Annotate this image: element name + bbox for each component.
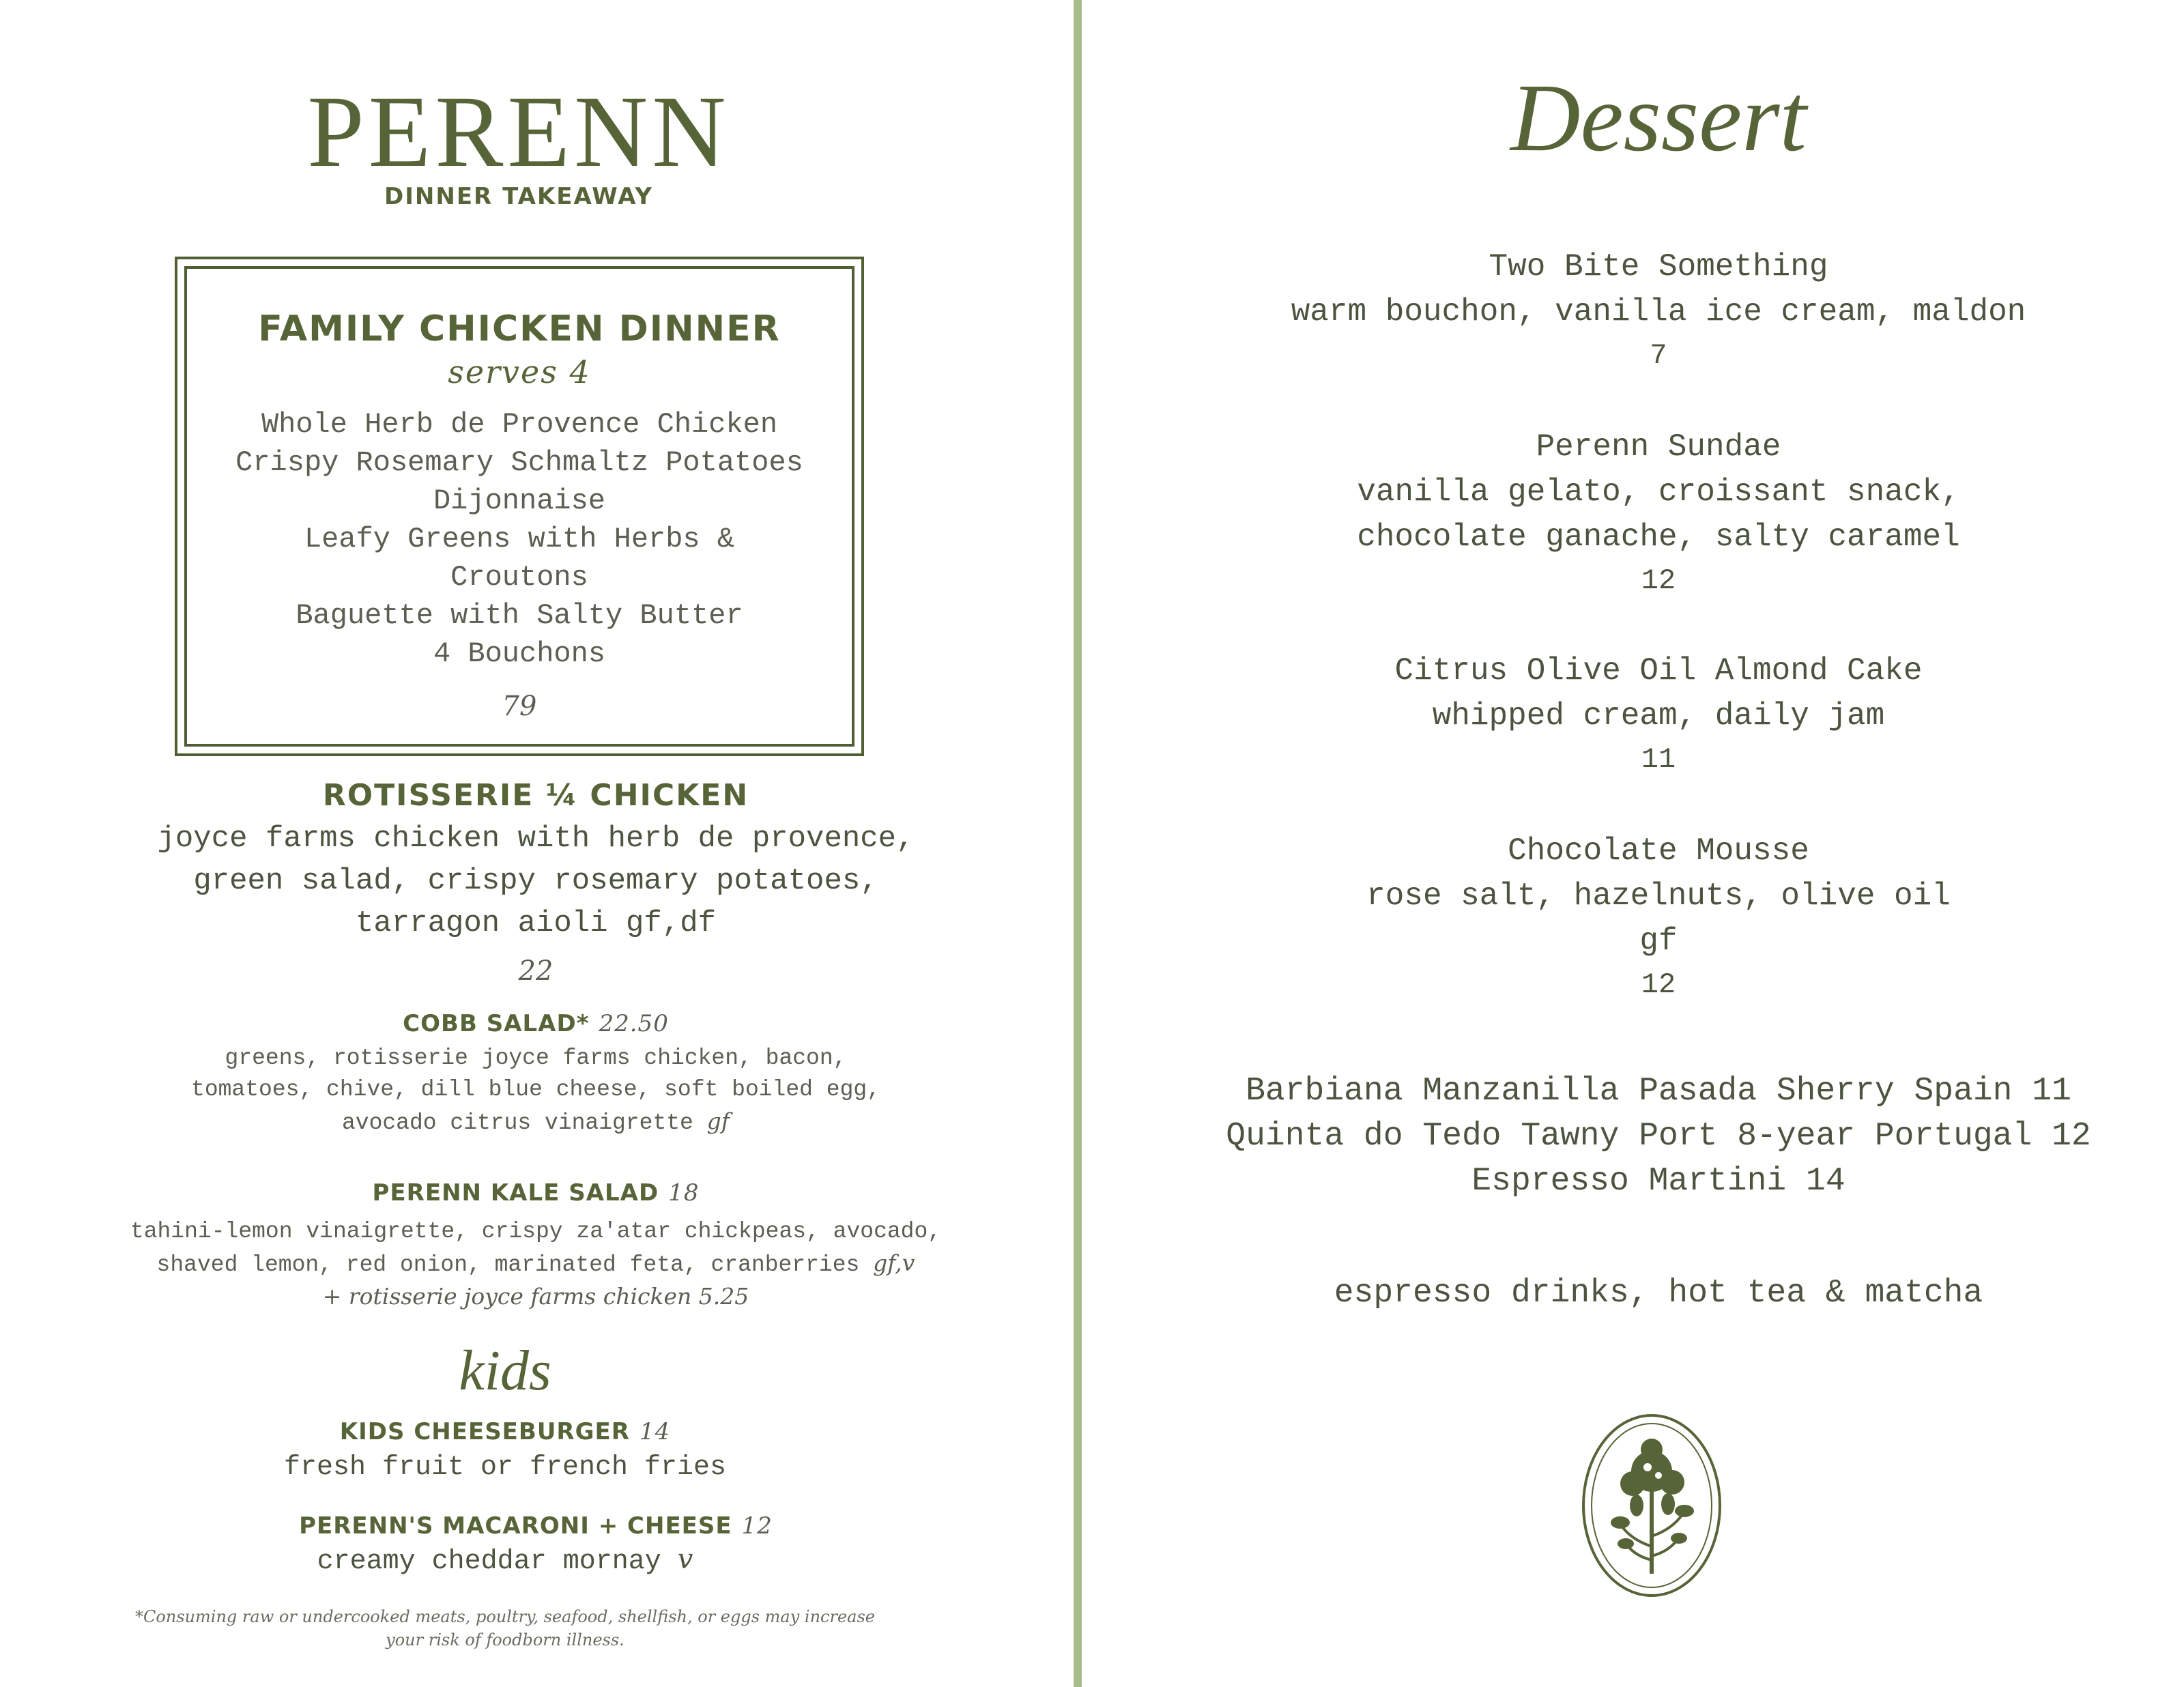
disclaimer-line: your risk of foodborn illness. — [386, 1630, 624, 1649]
panel-divider — [1074, 0, 1082, 1687]
rotisserie-title: ROTISSERIE ¼ CHICKEN — [322, 778, 749, 813]
mac-cheese-name: PERENN'S MACARONI + CHEESE — [299, 1512, 732, 1540]
rotisserie-description — [68, 818, 1003, 945]
rotisserie-line: joyce farms chicken with herb de provence, — [157, 822, 915, 856]
dessert-name: Perenn Sundae — [1536, 429, 1781, 465]
drink-item: Barbiana Manzanilla Pasada Sherry Spain 11 — [1246, 1073, 2071, 1110]
cobb-last-text: avocado citrus vinaigrette — [341, 1110, 693, 1136]
mac-cheese-desc-text: creamy cheddar mornay — [317, 1546, 661, 1577]
cobb-salad-heading — [68, 1010, 1003, 1037]
family-item: Dijonnaise — [433, 485, 606, 517]
family-dinner-price: 79 — [502, 691, 537, 722]
family-dinner-items — [175, 405, 864, 673]
food-safety-disclaimer — [68, 1605, 942, 1652]
dessert-item — [1160, 648, 2157, 781]
family-item: Croutons — [450, 561, 588, 594]
disclaimer-line: *Consuming raw or undercooked meats, poultry, seafood, shellfish, or eggs may increase — [135, 1607, 875, 1626]
dessert-desc: whipped cream, daily jam — [1432, 698, 1885, 734]
dessert-price: 7 — [1650, 339, 1667, 372]
dessert-name: Chocolate Mousse — [1508, 833, 1809, 869]
drink-item: Espresso Martini 14 — [1471, 1163, 1845, 1200]
dessert-price: 12 — [1641, 564, 1676, 597]
coffee-tea-line: espresso drinks, hot tea & matcha — [1334, 1275, 1983, 1312]
kids-cheeseburger-name: KIDS CHEESEBURGER — [339, 1418, 630, 1445]
cobb-line-last — [68, 1106, 1003, 1139]
cobb-salad-price: 22.50 — [599, 1010, 669, 1037]
dessert-name: Citrus Olive Oil Almond Cake — [1394, 653, 1923, 689]
dessert-drinks-list — [1160, 1069, 2157, 1204]
cobb-line: greens, rotisserie joyce farms chicken, bacon, — [225, 1046, 847, 1071]
rotisserie-line: green salad, crispy rosemary potatoes, — [193, 864, 878, 898]
dessert-desc: chocolate ganache, salty caramel — [1357, 519, 1960, 555]
kids-cheeseburger-description: fresh fruit or french fries — [283, 1452, 727, 1483]
mac-cheese-heading — [68, 1512, 1003, 1540]
cobb-salad-description — [68, 1043, 1003, 1139]
cobb-diet-tag: gf — [706, 1108, 730, 1134]
family-item: Baguette with Salty Butter — [296, 599, 743, 632]
kids-cheeseburger-price: 14 — [639, 1418, 671, 1445]
cobb-salad-name: COBB SALAD* — [403, 1010, 590, 1037]
cobb-line: tomatoes, chive, dill blue cheese, soft boiled egg, — [191, 1077, 880, 1102]
kale-salad-name: PERENN KALE SALAD — [372, 1179, 659, 1207]
dessert-desc: vanilla gelato, croissant snack, — [1357, 474, 1960, 510]
kale-salad-heading — [68, 1179, 1003, 1207]
mac-cheese-price: 12 — [741, 1512, 773, 1540]
drink-item: Quinta do Tedo Tawny Port 8-year Portugal 12 — [1226, 1118, 2091, 1155]
kale-diet-tag: gf,v — [873, 1250, 915, 1276]
dessert-item — [1160, 828, 2157, 1006]
kale-salad-price: 18 — [668, 1179, 700, 1207]
family-item: Whole Herb de Provence Chicken — [261, 408, 778, 441]
dessert-item — [1160, 244, 2157, 377]
dessert-price: 11 — [1641, 743, 1676, 776]
mac-cheese-diet-tag: v — [677, 1544, 693, 1575]
rotisserie-price: 22 — [518, 955, 554, 987]
dessert-desc: rose salt, hazelnuts, olive oil — [1366, 878, 1951, 914]
dessert-desc: warm bouchon, vanilla ice cream, maldon — [1291, 294, 2026, 330]
kale-line2-text: shaved lemon, red onion, marinated feta, cranberries — [156, 1252, 860, 1278]
family-item: Crispy Rosemary Schmaltz Potatoes — [235, 446, 803, 479]
family-dinner-title: FAMILY CHICKEN DINNER — [258, 308, 781, 349]
dessert-desc: gf — [1639, 923, 1678, 959]
mac-cheese-description — [68, 1544, 942, 1577]
dessert-item — [1160, 424, 2157, 602]
family-item: 4 Bouchons — [433, 637, 606, 670]
kale-line: tahini-lemon vinaigrette, crispy za'atar chickpeas, avocado, — [130, 1219, 942, 1244]
kale-addon: + rotisserie joyce farms chicken 5.25 — [322, 1283, 749, 1310]
dessert-name: Two Bite Something — [1489, 249, 1828, 285]
kale-salad-description — [68, 1216, 1003, 1312]
dessert-price: 12 — [1641, 968, 1676, 1001]
kale-line-2 — [68, 1248, 1003, 1281]
dessert-title: Dessert — [1510, 63, 1807, 171]
brand-logo: PERENN — [307, 75, 730, 188]
family-item: Leafy Greens with Herbs & — [304, 523, 735, 556]
kids-cheeseburger-heading — [68, 1418, 942, 1445]
brand-subtitle: DINNER TAKEAWAY — [384, 183, 653, 210]
family-dinner-serves: serves 4 — [448, 354, 591, 390]
rotisserie-line: tarragon aioli gf,df — [355, 906, 717, 940]
floral-emblem-icon — [1577, 1410, 1727, 1601]
kids-section-title: kids — [459, 1339, 551, 1402]
